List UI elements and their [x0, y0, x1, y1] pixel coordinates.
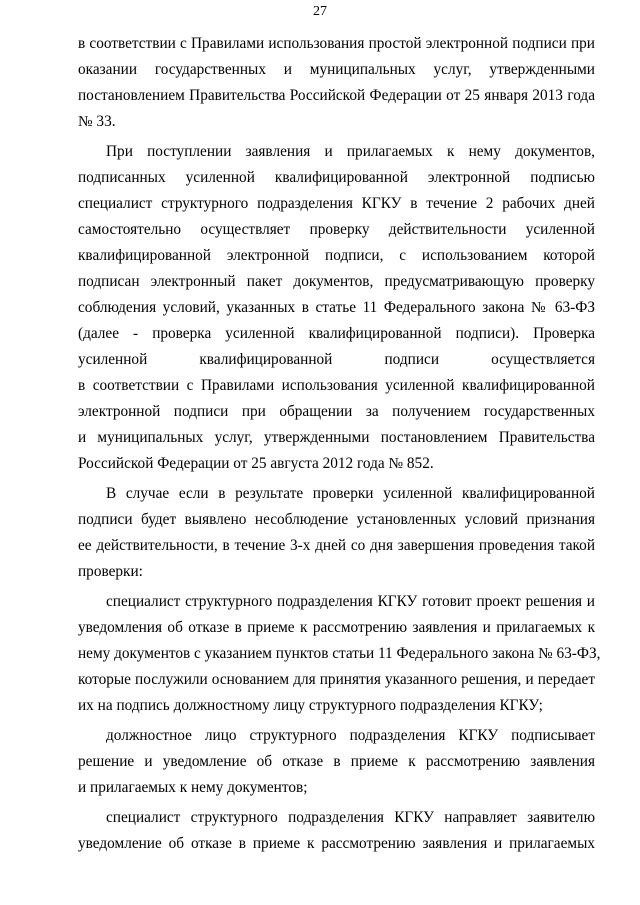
text-line: уведомления об отказе в приеме к рассмотрению заявления и прилагаемых к — [78, 619, 595, 636]
paragraph-5 — [78, 723, 595, 801]
document-body — [78, 31, 601, 857]
page-number: 27 — [313, 4, 327, 19]
text-line: уведомление об отказе в приеме к рассмотрению заявления и прилагаемых — [78, 835, 595, 852]
text-line: № 33. — [78, 113, 116, 130]
text-line: которые послужили основанием для принятия указанного решения, и передает — [78, 671, 595, 688]
text-line: специалист структурного подразделения КГКУ в течение 2 рабочих дней — [78, 195, 595, 212]
text-line: в соответствии с Правилами использования простой электронной подписи при — [78, 35, 595, 52]
paragraph-1 — [78, 31, 595, 135]
text-line: оказании государственных и муниципальных услуг, утвержденными — [78, 61, 595, 78]
text-line: и муниципальных услуг, утвержденными постановлением Правительства — [78, 429, 595, 446]
paragraph-3 — [78, 481, 595, 585]
text-line: Российской Федерации от 25 августа 2012 года № 852. — [78, 455, 434, 472]
text-line: ее действительности, в течение 3-х дней со дня завершения проведения такой — [78, 537, 595, 554]
text-line: подписанных усиленной квалифицированной электронной подписью — [78, 169, 595, 186]
text-line: нему документов с указанием пунктов статьи 11 Федерального закона № 63-ФЗ, — [78, 645, 601, 662]
text-line: постановлением Правительства Российской Федерации от 25 января 2013 года — [78, 87, 595, 104]
text-line: специалист структурного подразделения КГКУ готовит проект решения и — [106, 593, 595, 610]
text-line: соблюдения условий, указанных в статье 11 Федерального закона № 63-ФЗ — [78, 299, 595, 316]
text-line: подписан электронный пакет документов, предусматривающую проверку — [78, 273, 595, 290]
paragraph-2 — [78, 139, 595, 477]
text-line: (далее - проверка усиленной квалифицированной подписи). Проверка — [78, 325, 595, 342]
text-line: электронной подписи при обращении за получением государственных — [78, 403, 595, 420]
text-line: их на подпись должностному лицу структурного подразделения КГКУ; — [78, 697, 543, 714]
text-line: подписи будет выявлено несоблюдение установленных условий признания — [78, 511, 595, 528]
text-line: должностное лицо структурного подразделения КГКУ подписывает — [106, 727, 595, 744]
text-line: самостоятельно осуществляет проверку действительности усиленной — [78, 221, 595, 238]
paragraph-4 — [78, 589, 601, 719]
text-line: специалист структурного подразделения КГКУ направляет заявителю — [106, 809, 595, 826]
text-line: проверки: — [78, 563, 143, 580]
paragraph-6 — [78, 805, 595, 857]
text-line: В случае если в результате проверки усиленной квалифицированной — [106, 485, 595, 502]
text-line: квалифицированной электронной подписи, с использованием которой — [78, 247, 595, 264]
text-line: При поступлении заявления и прилагаемых к нему документов, — [106, 143, 595, 160]
text-line: и прилагаемых к нему документов; — [78, 779, 308, 796]
text-line: усиленной квалифицированной подписи осуществляется — [78, 351, 595, 368]
text-line: в соответствии с Правилами использования усиленной квалифицированной — [78, 377, 595, 394]
text-line: решение и уведомление об отказе в приеме к рассмотрению заявления — [78, 753, 595, 770]
